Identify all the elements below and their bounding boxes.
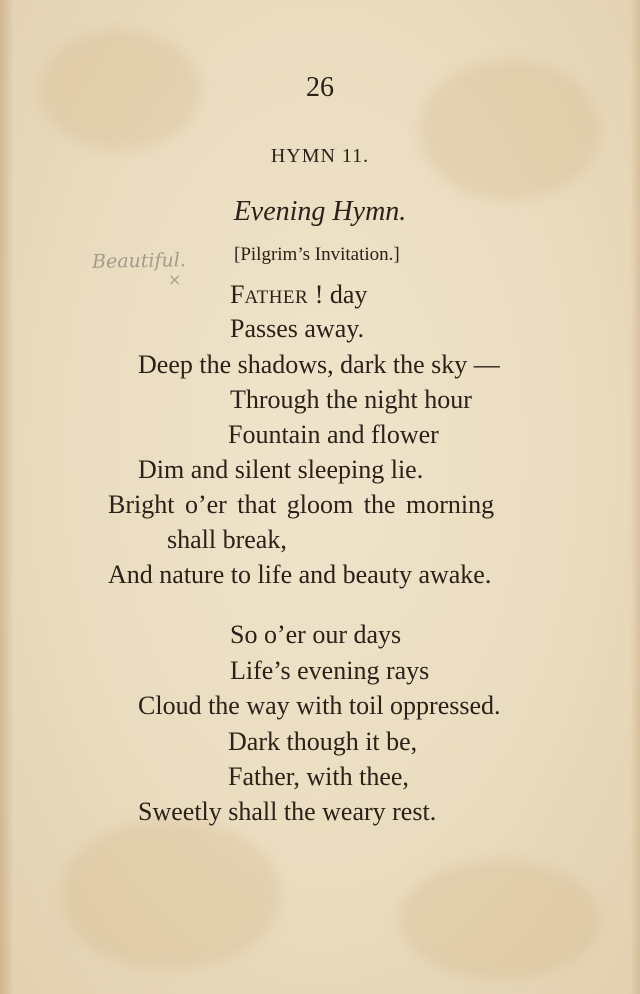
- handwritten-margin-note: Beautiful.: [91, 249, 187, 273]
- verse-line: So o’er our days: [230, 620, 402, 649]
- pencil-cross-mark-icon: ×: [168, 270, 182, 289]
- verse-line: Bright o’er that gloom the morning: [108, 490, 495, 519]
- verse-line: Dark though it be,: [228, 727, 418, 756]
- verse-line: [230, 280, 367, 310]
- verse-line: Passes away.: [230, 314, 365, 343]
- verse-line: Cloud the way with toil oppressed.: [138, 691, 501, 720]
- verse-line: Dim and silent sleeping lie.: [138, 455, 424, 484]
- verse-line: Deep the shadows, dark the sky —: [138, 350, 500, 379]
- page-number: 26: [306, 72, 334, 103]
- small-caps-word: ATHER: [244, 287, 309, 308]
- paper-stain: [400, 860, 600, 980]
- hymn-title: Evening Hymn.: [233, 196, 407, 227]
- verse-line: And nature to life and beauty awake.: [108, 560, 492, 589]
- hymn-subtitle: [Pilgrim’s Invitation.]: [234, 244, 400, 265]
- verse-line: Through the night hour: [230, 385, 472, 414]
- hymn-number: HYMN 11.: [270, 145, 370, 167]
- verse-line: Life’s evening rays: [230, 656, 430, 685]
- drop-capital: F: [230, 280, 245, 309]
- verse-line: shall break,: [167, 525, 287, 554]
- verse-line: Sweetly shall the weary rest.: [138, 797, 437, 826]
- verse-line: Father, with thee,: [228, 762, 409, 791]
- verse-line: Fountain and flower: [228, 420, 439, 449]
- paper-stain: [60, 820, 280, 970]
- verse-line-rest: ! day: [308, 280, 368, 309]
